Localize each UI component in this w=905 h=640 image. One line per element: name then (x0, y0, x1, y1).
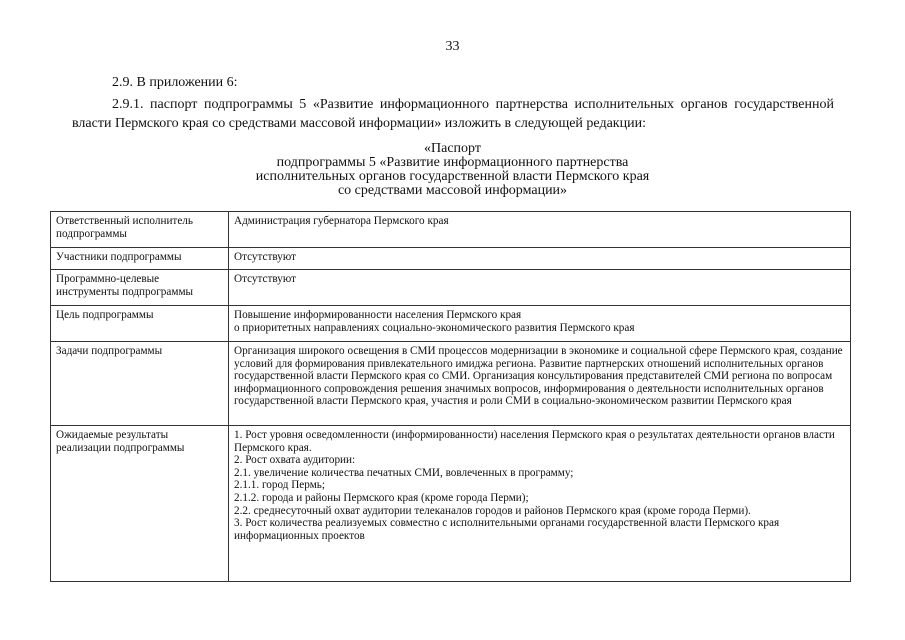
passport-title (0, 142, 905, 198)
section-paragraph: 2.9.1. паспорт подпрограммы 5 «Развитие информационного партнерства исполнительных органов государственной власти Пермского края со средствами массовой информации» изложить в следующей редакции: (72, 97, 834, 131)
value-line: 1. Рост уровня осведомленности (информированности) населения Пермского края о результатах деятельности органов власти Пермского края. (234, 429, 835, 454)
value-line: 2.1. увеличение количества печатных СМИ, вовлеченных в программу; (234, 466, 574, 479)
value-line: 2.2. среднесуточный охват аудитории телеканалов городов и районов Пермского края (кроме города Перми). (234, 504, 751, 517)
row-value (229, 270, 851, 306)
row-value (229, 426, 851, 582)
table-row (51, 342, 851, 426)
value-line: Отсутствуют (234, 273, 296, 285)
passport-title-line: «Паспорт (424, 141, 481, 156)
page-number: 33 (445, 39, 460, 54)
passport-table (50, 211, 851, 582)
table-row (51, 306, 851, 342)
value-line: 3. Рост количества реализуемых совместно с исполнительными органами государственной власти Пермского края информационных проектов (234, 517, 780, 542)
value-line: 2.1.2. города и районы Пермского края (кроме города Перми); (234, 491, 529, 504)
row-label: Цель подпрограммы (51, 306, 229, 342)
value-line: 2.1.1. город Пермь; (234, 479, 325, 492)
table-row (51, 248, 851, 270)
passport-title-line: со средствами массовой информации» (337, 183, 568, 198)
row-value (229, 342, 851, 426)
table-row (51, 212, 851, 248)
value-line: о приоритетных направлениях социально-экономического развития Пермского края (234, 321, 635, 334)
row-label: Задачи подпрограммы (51, 342, 229, 426)
value-line: Администрация губернатора Пермского края (234, 215, 449, 227)
row-label: Ответственный исполнитель подпрограммы (51, 212, 229, 248)
value-line: Организация широкого освещения в СМИ процессов модернизации в экономике и социальной сфере Пермского края, создание условий для формирования привлекательного имиджа региона. Развитие партнерских отношений исполнительных органов государственной власти Пермского края со СМИ. Организация консультирования представителей СМИ региона по вопросам информационного сопровождения решения значимых вопросов, информирования о деятельности исполнительных органов государственной власти Пермского края, участия и роли СМИ в социально-экономическом развитии Пермского края (234, 345, 843, 408)
row-label: Программно-целевые инструменты подпрограммы (51, 270, 229, 306)
row-value (229, 248, 851, 270)
value-line: Повышение информированности населения Пермского края (234, 309, 522, 321)
table-row (51, 270, 851, 306)
passport-title-line: подпрограммы 5 «Развитие информационного партнерства (276, 155, 629, 170)
row-label: Ожидаемые результаты реализации подпрограммы (51, 426, 229, 582)
passport-title-line: исполнительных органов государственной власти Пермского края (255, 169, 650, 184)
value-line: 2. Рост охвата аудитории: (234, 454, 356, 467)
row-value (229, 212, 851, 248)
row-value (229, 306, 851, 342)
row-label: Участники подпрограммы (51, 248, 229, 270)
table-row (51, 426, 851, 582)
value-line: Отсутствуют (234, 251, 296, 263)
section-heading: 2.9. В приложении 6: (112, 75, 238, 90)
